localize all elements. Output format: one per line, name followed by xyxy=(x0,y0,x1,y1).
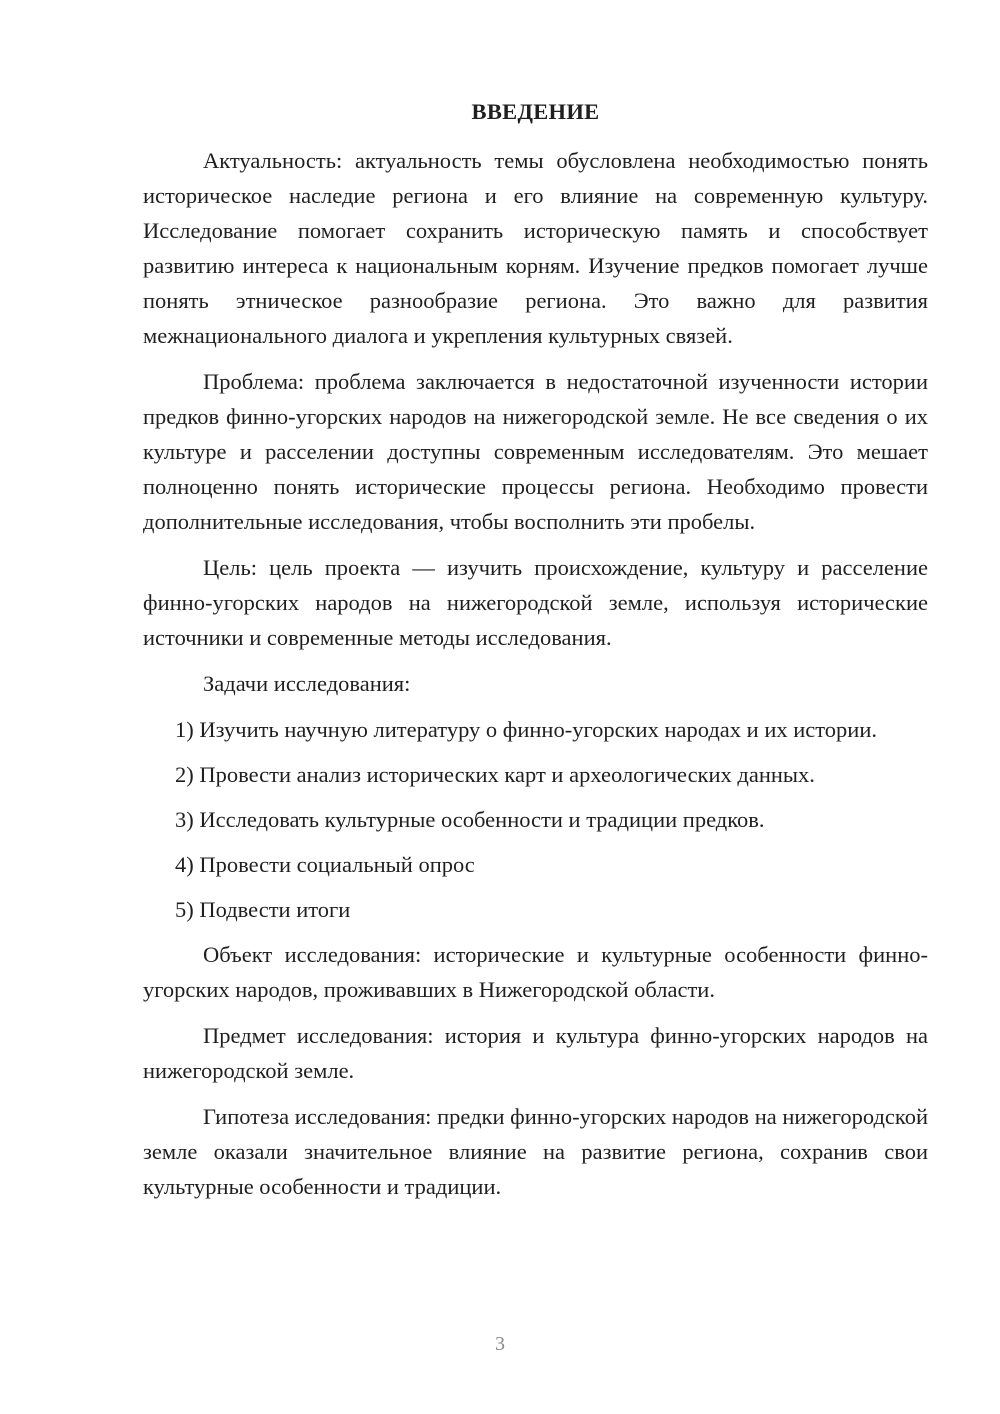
paragraph-object: Объект исследования: исторические и культурные особенности финно-угорских народов, проживавших в Нижегородской области. xyxy=(143,942,928,1002)
task-item: 1) Изучить научную литературу о финно-угорских народах и их истории. xyxy=(175,717,878,742)
task-item: 2) Провести анализ исторических карт и археологических данных. xyxy=(175,762,815,787)
paragraph-relevance: Актуальность: актуальность темы обусловлена необходимостью понять историческое наследие региона и его влияние на современную культуру. Исследование помогает сохранить историческую память и способствует развитию интереса к национальным корням. Изучение предков помогает лучше понять этническое разнообразие региона. Это важно для развития межнационального диалога и укрепления культурных связей. xyxy=(143,148,928,348)
paragraph-hypothesis: Гипотеза исследования: предки финно-угорских народов на нижегородской земле оказали значительное влияние на развитие региона, сохранив свои культурные особенности и традиции. xyxy=(143,1104,928,1199)
page-number: 3 xyxy=(495,1333,505,1355)
section-title: ВВЕДЕНИЕ xyxy=(471,99,600,124)
paragraph-goal: Цель: цель проекта — изучить происхождение, культуру и расселение финно-угорских народов на нижегородской земле, используя исторические источники и современные методы исследования. xyxy=(143,555,928,650)
document-page xyxy=(143,94,928,1215)
paragraph-problem: Проблема: проблема заключается в недостаточной изученности истории предков финно-угорских народов на нижегородской земле. Не все сведения о их культуре и расселении доступны современным исследователям. Это мешает полноценно понять исторические процессы региона. Необходимо провести дополнительные исследования, чтобы восполнить эти пробелы. xyxy=(143,369,928,534)
task-item: 5) Подвести итоги xyxy=(175,897,351,922)
task-item: 4) Провести социальный опрос xyxy=(175,852,475,877)
tasks-heading: Задачи исследования: xyxy=(203,671,411,696)
paragraph-subject: Предмет исследования: история и культура финно-угорских народов на нижегородской земле. xyxy=(143,1023,928,1083)
task-item: 3) Исследовать культурные особенности и традиции предков. xyxy=(175,807,765,832)
